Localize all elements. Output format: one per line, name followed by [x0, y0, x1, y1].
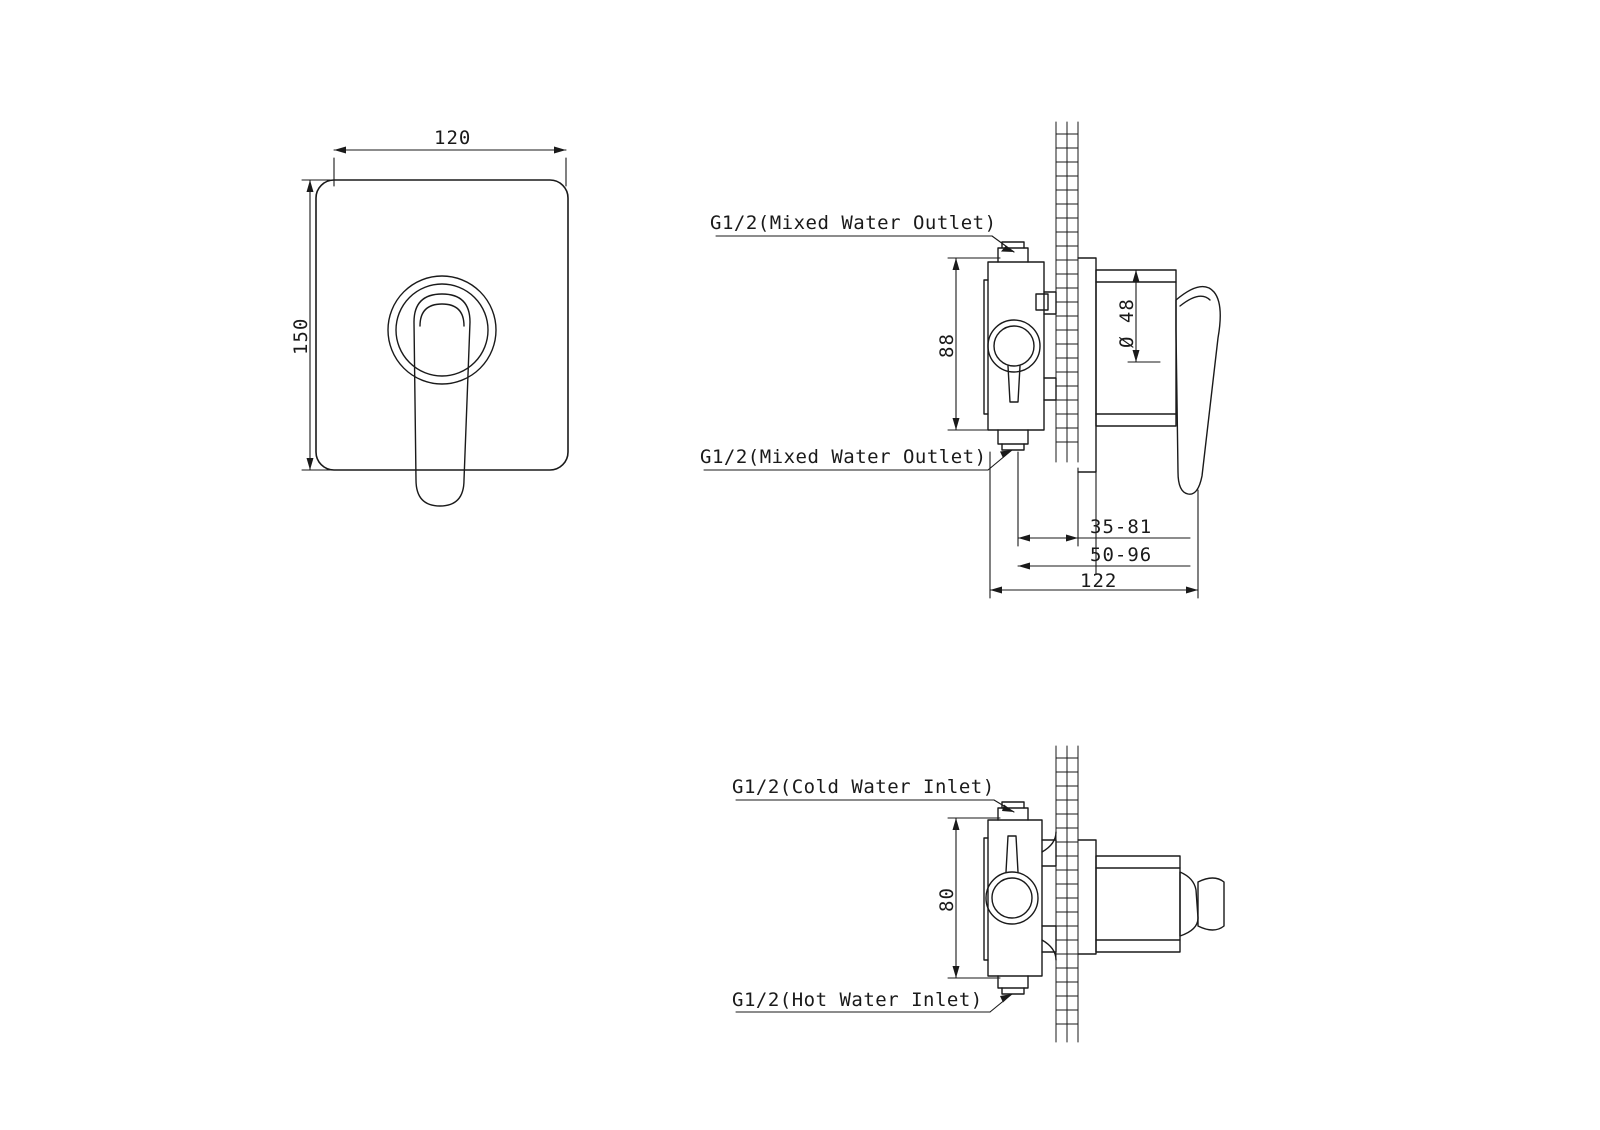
mixer-side-view-geometry [984, 122, 1220, 494]
dim-label-mixer-height-88: 88 [936, 333, 958, 358]
dim-label-total-length-122: 122 [1080, 570, 1118, 592]
mixer-callout-leaders [704, 236, 1014, 470]
dim-label-front-width: 120 [434, 127, 472, 149]
callout-hot-water-inlet: G1/2(Hot Water Inlet) [732, 989, 983, 1011]
callout-mixed-water-outlet-top: G1/2(Mixed Water Outlet) [710, 212, 997, 234]
inlet-side-view-geometry [984, 746, 1224, 1042]
callout-mixed-water-outlet-bottom: G1/2(Mixed Water Outlet) [700, 446, 987, 468]
dim-label-depth-range-50-96: 50-96 [1090, 544, 1153, 566]
inlet-callout-leaders [736, 800, 1014, 1012]
dim-label-front-height: 150 [290, 317, 312, 355]
dim-label-mixer-diameter-48: Ø 48 [1116, 298, 1138, 348]
dim-label-inlet-height-80: 80 [936, 887, 958, 912]
callout-cold-water-inlet: G1/2(Cold Water Inlet) [732, 776, 995, 798]
front-view-geometry [316, 180, 568, 506]
dim-label-depth-range-35-81: 35-81 [1090, 516, 1153, 538]
